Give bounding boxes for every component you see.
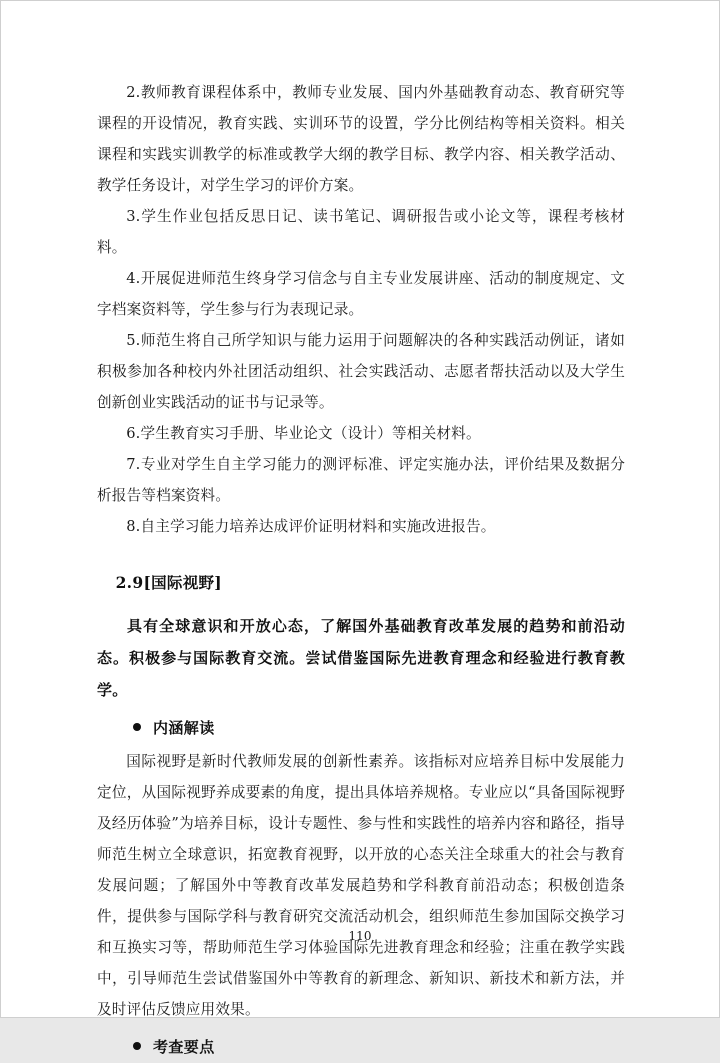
subsection-heading-assessment: [97, 1031, 625, 1063]
paragraph-item-2: 2.教师教育课程体系中，教师专业发展、国内外基础教育动态、教育研究等课程的开设情况，教育实践、实训环节的设置，学分比例结构等相关资料。相关课程和实践实训教学的标准或教学大纲的教学目标、教学内容、相关教学活动、教学任务设计，对学生学习的评价方案。: [97, 84, 625, 194]
bullet-dot-icon: [133, 1042, 141, 1050]
subsection-heading-connotation: [97, 712, 625, 744]
page-content: [97, 77, 625, 1063]
bullet-dot-icon: [133, 723, 141, 731]
section-heading: 2.9[国际视野]: [115, 573, 222, 592]
paragraph-item-7: 7.专业对学生自主学习能力的测评标准、评定实施办法，评价结果及数据分析报告等档案资料。: [97, 456, 625, 504]
paragraph-item-8: 8.自主学习能力培养达成评价证明材料和实施改进报告。: [126, 518, 496, 535]
subsection-body-connotation: 国际视野是新时代教师发展的创新性素养。该指标对应培养目标中发展能力定位，从国际视野养成要素的角度，提出具体培养规格。专业应以“具备国际视野及经历体验”为培养目标，设计专题性、参与性和实践性的培养内容和路径，指导师范生树立全球意识，拓宽教育视野，以开放的心态关注全球重大的社会与教育发展问题；了解国外中等教育改革发展趋势和学科教育前沿动态；积极创造条件，提供参与国际学科与教育研究交流活动机会，组织师范生参加国际交换学习和互换实习等，帮助师范生学习体验国际先进教育理念和经验；注重在教学实践中，引导师范生尝试借鉴国外中等教育的新理念、新知识、新技术和新方法，并及时评估反馈应用效果。: [97, 753, 625, 1018]
paragraph-item-5: 5.师范生将自己所学知识与能力运用于问题解决的各种实践活动例证，诸如积极参加各种校内外社团活动组织、社会实践活动、志愿者帮扶活动以及大学生创新创业实践活动的证书与记录等。: [97, 332, 625, 411]
subsection-label: 考查要点: [153, 1038, 215, 1056]
paragraph-item-6: 6.学生教育实习手册、毕业论文（设计）等相关材料。: [126, 425, 481, 442]
paragraph-item-4: 4.开展促进师范生终身学习信念与自主专业发展讲座、活动的制度规定、文字档案资料等，学生参与行为表现记录。: [97, 270, 625, 318]
subsection-label: 内涵解读: [153, 719, 215, 737]
paragraph-item-3: 3.学生作业包括反思日记、读书笔记、调研报告或小论文等，课程考核材料。: [97, 208, 625, 256]
page-number: 110: [348, 929, 372, 943]
section-lead-text: 具有全球意识和开放心态，了解国外基础教育改革发展的趋势和前沿动态。积极参与国际教育交流。尝试借鉴国际先进教育理念和经验进行教育教学。: [97, 617, 625, 699]
